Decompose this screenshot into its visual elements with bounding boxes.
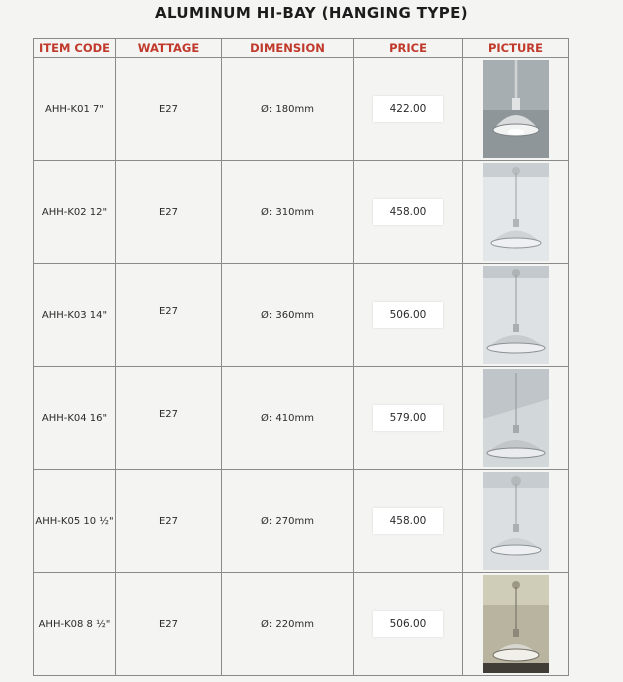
item-code-cell: AHH-K08 8 ½" [34, 573, 116, 676]
table-row [34, 58, 569, 161]
table-row [34, 367, 569, 470]
price-cell [354, 264, 463, 367]
lamp-photo [483, 163, 549, 261]
picture-cell [463, 470, 569, 573]
picture-cell [463, 573, 569, 676]
price-cell [354, 58, 463, 161]
table-row [34, 161, 569, 264]
item-code-cell: AHH-K03 14" [34, 264, 116, 367]
price-value: 506.00 [373, 302, 443, 328]
table-row [34, 264, 569, 367]
table-row [34, 470, 569, 573]
lamp-photo [483, 575, 549, 673]
price-value: 422.00 [373, 96, 443, 122]
dimension-cell: Ø: 310mm [222, 161, 354, 264]
item-code-cell: AHH-K01 7" [34, 58, 116, 161]
header-item-code: ITEM CODE [34, 39, 116, 58]
price-value: 579.00 [373, 405, 443, 431]
dimension-cell: Ø: 220mm [222, 573, 354, 676]
lamp-photo [483, 266, 549, 364]
item-code-cell: AHH-K04 16" [34, 367, 116, 470]
picture-cell [463, 58, 569, 161]
price-value: 458.00 [373, 508, 443, 534]
lamp-photo [483, 472, 549, 570]
dimension-cell: Ø: 410mm [222, 367, 354, 470]
wattage-value: E27 [158, 305, 179, 317]
picture-cell [463, 161, 569, 264]
item-code-cell: AHH-K05 10 ½" [34, 470, 116, 573]
item-code-cell: AHH-K02 12" [34, 161, 116, 264]
page-title: ALUMINUM HI-BAY (HANGING TYPE) [155, 4, 468, 22]
wattage-cell [116, 264, 222, 367]
price-table [33, 38, 569, 676]
table-header-row [34, 39, 569, 58]
wattage-cell: E27 [116, 470, 222, 573]
wattage-cell: E27 [116, 161, 222, 264]
wattage-cell: E27 [116, 573, 222, 676]
price-cell [354, 470, 463, 573]
lamp-photo [483, 60, 549, 158]
picture-cell [463, 367, 569, 470]
price-cell [354, 161, 463, 264]
header-dimension: DIMENSION [222, 39, 354, 58]
price-value: 458.00 [373, 199, 443, 225]
header-price: PRICE [354, 39, 463, 58]
price-cell [354, 573, 463, 676]
wattage-cell [116, 367, 222, 470]
price-value: 506.00 [373, 611, 443, 637]
dimension-cell: Ø: 360mm [222, 264, 354, 367]
header-wattage: WATTAGE [116, 39, 222, 58]
lamp-photo [483, 369, 549, 467]
dimension-cell: Ø: 180mm [222, 58, 354, 161]
price-cell [354, 367, 463, 470]
dimension-cell: Ø: 270mm [222, 470, 354, 573]
wattage-cell: E27 [116, 58, 222, 161]
table-row [34, 573, 569, 676]
picture-cell [463, 264, 569, 367]
wattage-value: E27 [158, 408, 179, 420]
header-picture: PICTURE [463, 39, 569, 58]
